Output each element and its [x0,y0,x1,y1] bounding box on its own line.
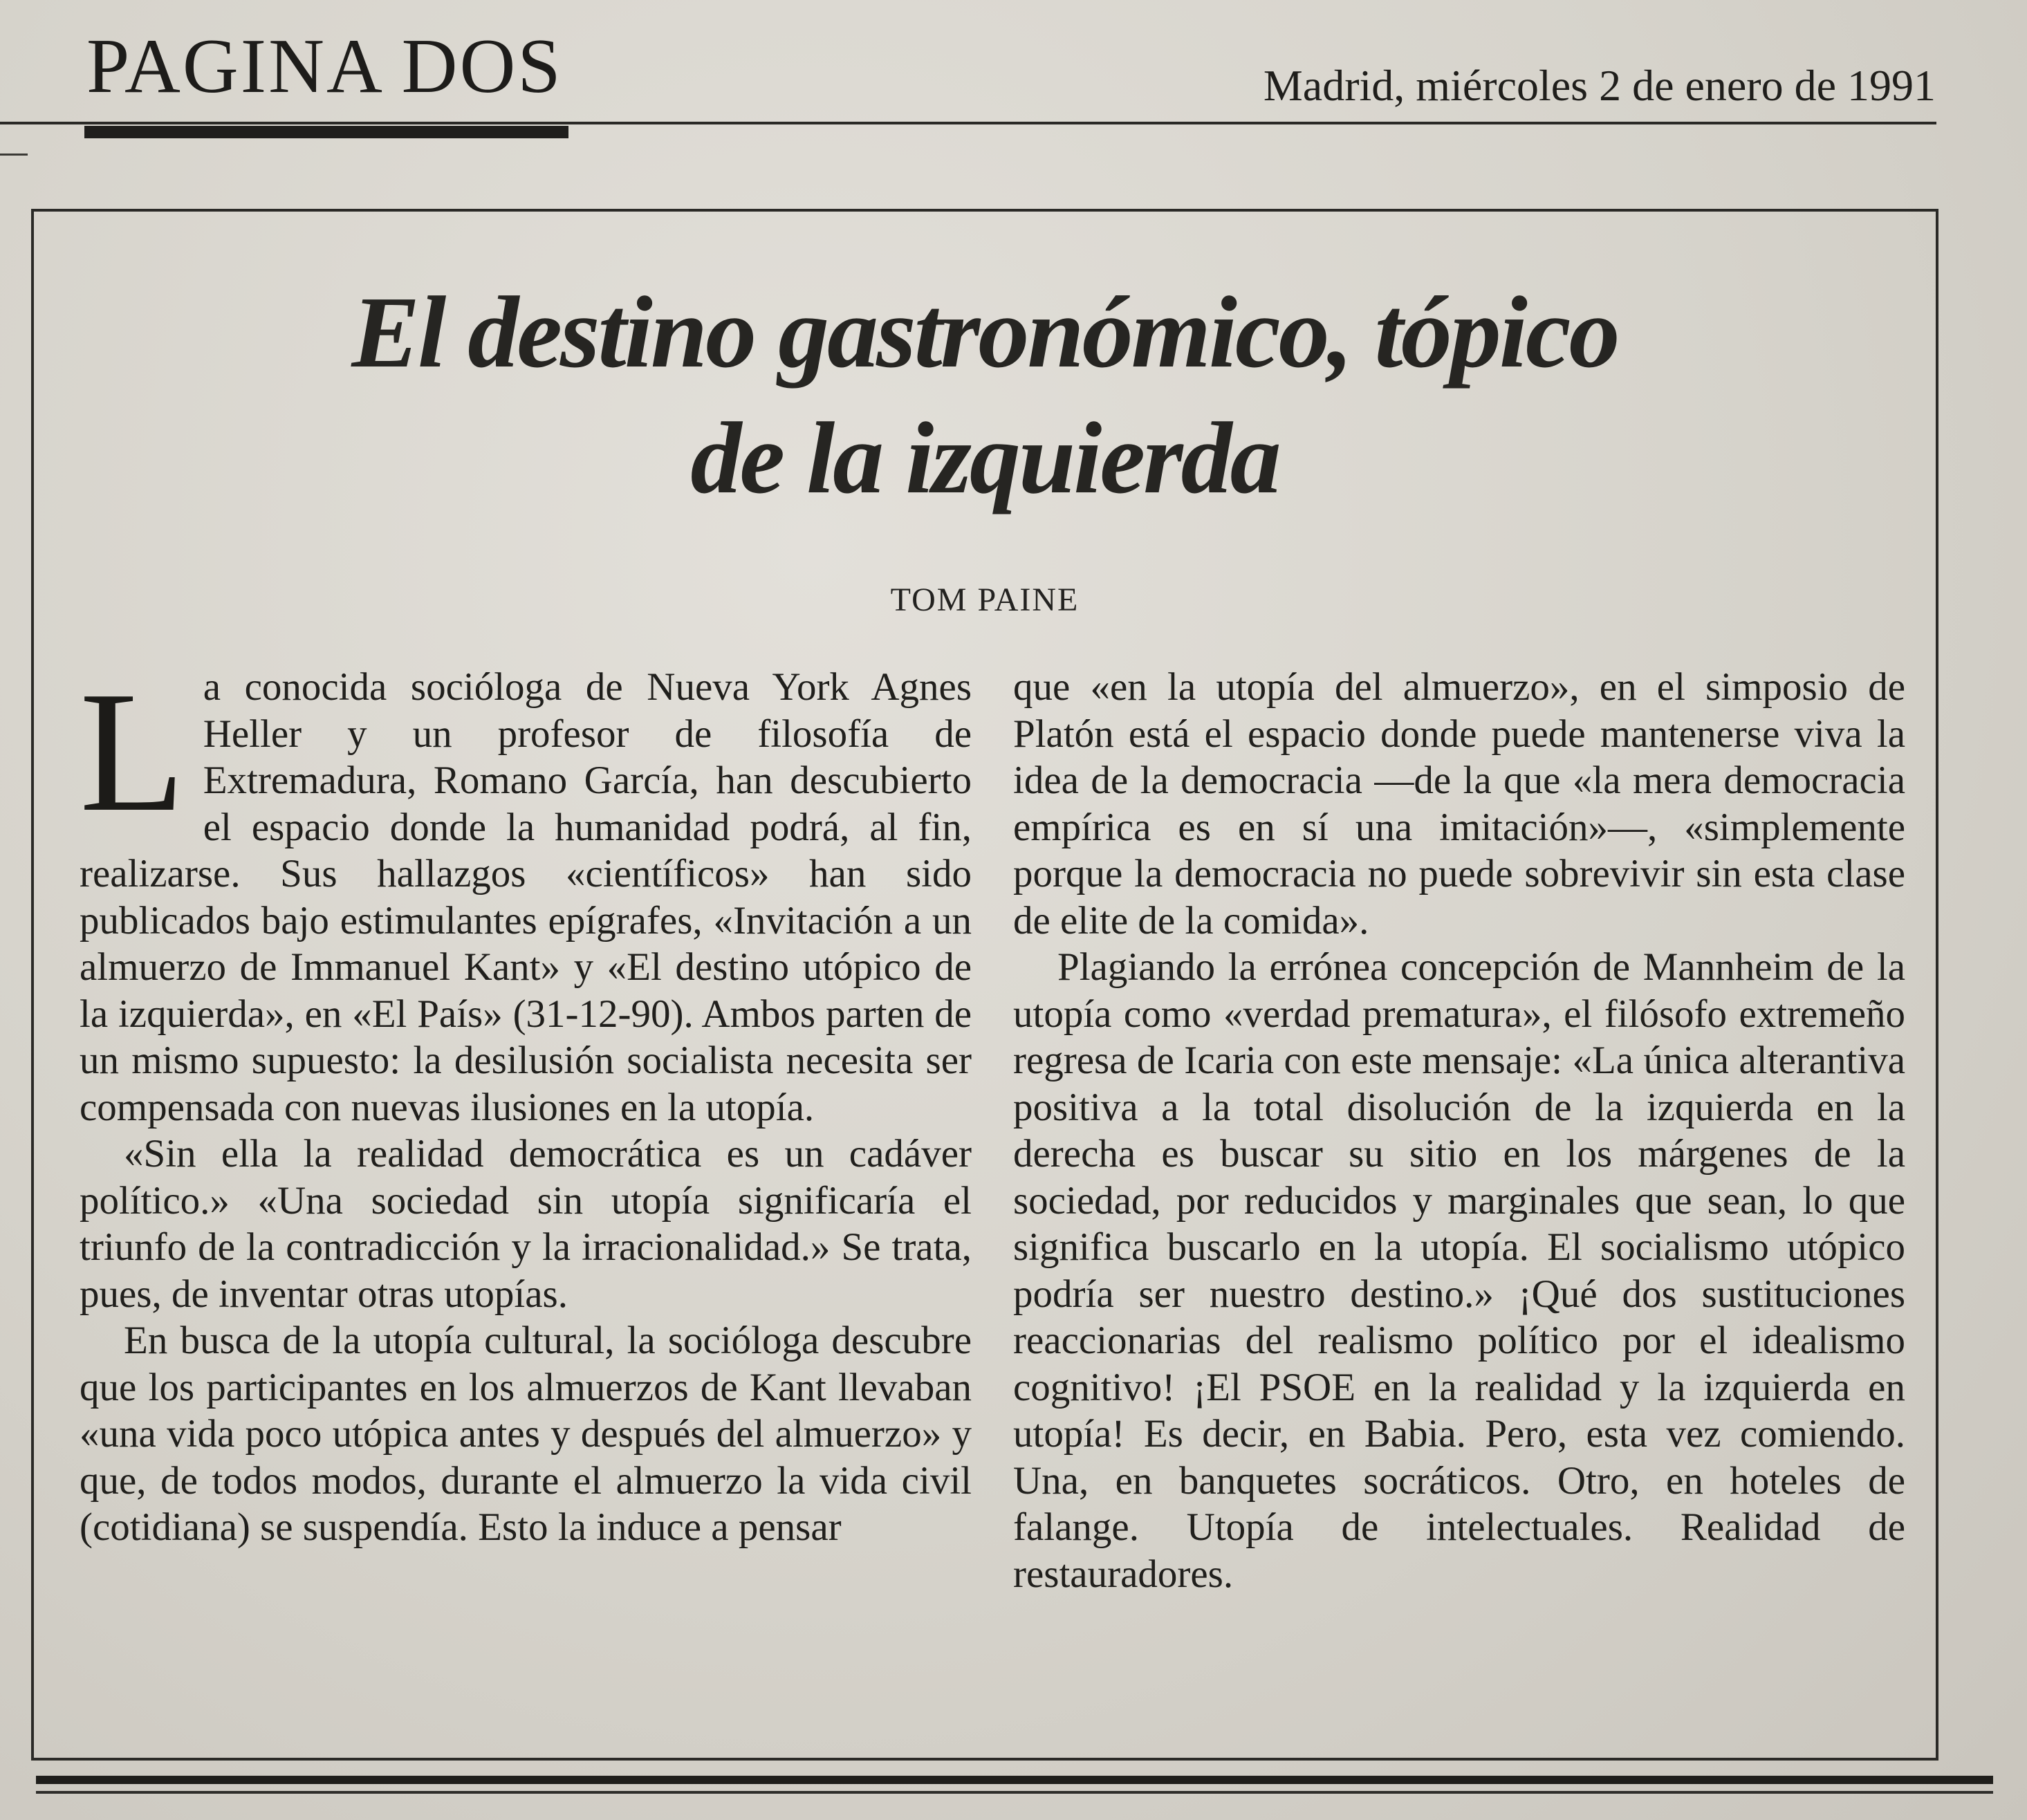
paragraph: que «en la utopía del almuerzo», en el simposio de Platón está el espacio donde puede mantenerse viva la idea de la democracia —de la que «la mera democracia empírica es en sí una imitación»—, «simplemente porque la democracia no puede sobrevivir sin esta clase de elite de la comida». [1013,665,1905,943]
headline [31,270,1938,521]
bottom-rule-thin [36,1791,1993,1794]
article-column-right [1013,664,1905,1597]
edge-rule [0,154,28,156]
section-label: PAGINA DOS [86,24,563,109]
header-rule [0,122,1936,124]
paragraph: Plagiando la errónea concepción de Mannheim de la utopía como «verdad prematura», el filósofo extremeño regresa de Icaria con este mensaje: «La única alterantiva positiva a la total disolución de la izquierda en la derecha es buscar su sitio en los márgenes de la sociedad, por reducidos y marginales que sean, lo que significa buscarlo en la utopía. El socialismo utópico podría ser nuestro destino.» ¡Qué dos sustituciones reaccionarias del realismo político por el idealismo cognitivo! ¡El PSOE en la realidad y la izquierda en utopía! Es decir, en Babia. Pero, esta vez comiendo. Una, en banquetes socráticos. Otro, en hoteles de falange. Utopía de intelectuales. Realidad de restauradores. [1013,945,1905,1596]
paragraph-text: a conocida socióloga de Nueva York Agnes Heller y un profesor de filosofía de Extremadura, Romano García, han descubierto el espacio donde la humanidad podrá, al fin, realizarse. Sus hallazgos «científicos» han sido publicados bajo estimulantes epígrafes, «Invitación a un almuerzo de Immanuel Kant» y «El destino utópico de la izquierda», en «El País» (31-12-90). Ambos parten de un mismo supuesto: la desilusión socialista necesita ser compensada con nuevas ilusiones en la utopía. [80,665,972,1129]
bottom-rule [36,1776,1993,1784]
drop-cap: L [80,656,185,848]
headline-line-1: El destino gastronómico, tópico [351,276,1618,389]
paragraph: «Sin ella la realidad democrática es un cadáver político.» «Una sociedad sin utopía significaría el triunfo de la contradicción y la irracionalidad.» Se trata, pues, de inventar otras utopías. [80,1132,972,1316]
headline-line-2: de la izquierda [690,402,1279,515]
paragraph: En busca de la utopía cultural, la socióloga descubre que los participantes en los almuerzos de Kant llevaban «una vida poco utópica antes y después del almuerzo» y que, de todos modos, durante el almuerzo la vida civil (cotidiana) se suspendía. Esto la induce a pensar [80,1319,972,1549]
dateline: Madrid, miércoles 2 de enero de 1991 [1263,61,1936,110]
article-column-left [80,656,972,1551]
byline: TOM PAINE [890,582,1080,618]
paragraph [80,656,972,1131]
section-bar [84,126,568,138]
